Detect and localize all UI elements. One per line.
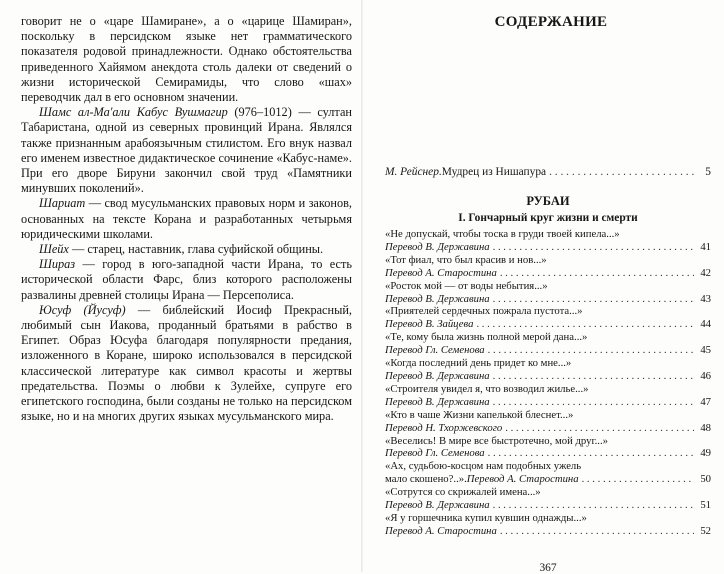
leader-dots [493,241,694,254]
toc-entry-quote: «Тот фиал, что был красив и нов...» [385,253,547,266]
toc-translator: Перевод В. Державина [385,292,490,305]
toc-entry[interactable] [385,331,711,357]
leader-dots [505,422,694,435]
toc-page-number: 5 [705,166,711,178]
toc-entry[interactable] [385,305,711,331]
leader-dots [488,447,694,460]
page-number: 367 [539,562,557,574]
toc-entry-quote: «Росток мой — от воды небытия...» [385,279,548,292]
toc-author: М. Рейснер. [385,166,442,178]
toc-page-number: 51 [700,499,711,512]
toc-page-number: 43 [700,292,711,305]
leader-dots [493,370,694,383]
toc-page-number: 52 [700,524,711,537]
toc-entry[interactable] [385,383,711,409]
leader-dots [493,396,694,409]
leader-dots [493,293,694,306]
toc-translator: Перевод В. Державина [385,395,490,408]
toc-translator: Перевод Гл. Семенова [385,344,485,357]
glossary-term: Шамс ал-Ма'али Кабус Вушмагир [39,105,228,120]
toc-translator: Перевод А. Старостина [385,266,497,279]
toc-entry[interactable] [385,486,711,512]
toc-entry[interactable] [385,357,711,383]
toc-page-number: 42 [700,266,711,279]
glossary-entry-shiraz: Шираз — город в юго-западной части Ирана, то есть исторической области Фарс, близ которого расположены развалины древней столицы Ирана — Персеполиса. [21,257,352,302]
toc-translator: Перевод В. Зайцева [385,318,474,331]
toc-translator: Перевод А. Старостина [466,473,579,486]
toc-translator: Перевод А. Старостина [385,524,497,537]
subsection-heading: I. Гончарный круг жизни и смерти [458,212,638,224]
leader-dots [500,525,694,538]
left-page-glossary [21,14,352,424]
toc-entry-intro[interactable] [385,165,711,179]
toc-entry-quote: «Строителя увидел я, что возводил жилье...» [385,382,589,395]
toc-entry-quote: «Сотрутся со скрижалей имена...» [385,486,541,499]
glossary-entry-yusuf: Юсуф (Йусуф) — библейский Иосиф Прекрасный, любимый сын Иакова, проданный братьями в рабство в Египет. Образ Юсуфа благодаря популярности предания, изложенного в Коране, широко использовался в персидской классической литературе как символ красоты и жертвы предательства. Поэмы о любви к Зулейхе, супруге его египетского господина, были созданы не только на персидском языке, но и на многих других языках мусульманского мира. [21,302,353,424]
glossary-term: Юсуф (Йусуф) [39,302,126,317]
toc-entry[interactable] [385,512,711,538]
toc-page-number: 41 [700,240,711,253]
leader-dots [488,344,694,357]
leader-dots [476,318,694,331]
toc-page-number: 47 [700,395,711,408]
toc-list [385,228,711,538]
toc-entry[interactable] [385,254,711,280]
toc-entry-quote: «Когда последний день придет ко мне...» [385,357,572,370]
toc-page-number: 45 [700,344,711,357]
toc-entry-quote: «Я у горшечника купил кувшин однажды...» [385,511,587,524]
toc-entry[interactable] [385,435,711,461]
page-gutter [361,0,363,572]
toc-translator: Перевод В. Державина [385,240,490,253]
toc-entry-quote: «Те, кому была жизнь полной мерой дана...» [385,331,588,344]
toc-entry-quote-continued: мало скошено?..». [385,473,467,486]
toc-entry-quote: «Ах, судьбою-косцом нам подобных ужель [385,460,582,473]
toc-page-number: 46 [700,369,711,382]
glossary-term: Шейх [39,242,69,257]
leader-dots [493,499,694,512]
toc-entry-quote: «Приятелей сердечных пожрала пустота...» [385,305,583,318]
glossary-term: Шираз [39,257,76,272]
glossary-entry-kabus: Шамс ал-Ма'али Кабус Вушмагир (976–1012) — султан Табаристана, одной из северных провинций Ирана. Являлся также признанным арабоязычным стилистом. Его внук назвал его именем известное дидактическое сочинение «Кабус-наме». При его дворе Бируни закончил свой труд «Памятники минувших поколений». [21,105,352,196]
toc-entry[interactable] [385,460,711,486]
glossary-term: Шариат [39,196,86,211]
toc-translator: Перевод В. Державина [385,499,490,512]
glossary-entry-sheikh: Шейх — старец, наставник, глава суфийской общины. [39,242,324,257]
glossary-paragraph: говорит не о «царе Шамиране», а о «царице Шамиран», поскольку в персидском языке нет грамматического показателя родовой принадлежности. Однако обстоятельства приведенного Хайямом анекдота столь далеки от сведений о жизни исторической Семирамиды, что слово «шах» переводчик дал в его основном значении. [21,14,352,105]
toc-entry-quote: «Веселись! В мире все быстротечно, мой друг...» [385,434,608,447]
toc-entry-quote: «Кто в чаше Жизни капелькой блеснет...» [385,408,574,421]
page-title: СОДЕРЖАНИЕ [494,14,608,30]
toc-page-number: 44 [700,318,711,331]
toc-entry-quote: «Не допускай, чтобы тоска в груди твоей кипела...» [385,228,620,240]
right-page-contents [385,14,711,574]
glossary-entry-shariat: Шариат — свод мусульманских правовых норм и законов, основанных на тексте Корана и разработанных четырьмя юридическими школами. [21,196,352,241]
toc-entry[interactable] [385,280,711,306]
leader-dots [582,473,694,486]
toc-page-number: 49 [700,447,711,460]
toc-translator: Перевод В. Державина [385,369,490,382]
section-heading: РУБАИ [526,194,570,208]
toc-page-number: 48 [700,421,711,434]
leader-dots [549,165,694,179]
toc-translator: Перевод Н. Тхоржевского [385,421,503,434]
toc-entry[interactable] [385,228,711,254]
toc-translator: Перевод Гл. Семенова [385,447,485,460]
leader-dots [500,267,694,280]
toc-page-number: 50 [700,473,711,486]
toc-entry-text: Мудрец из Нишапура [441,166,547,178]
toc-entry[interactable] [385,409,711,435]
